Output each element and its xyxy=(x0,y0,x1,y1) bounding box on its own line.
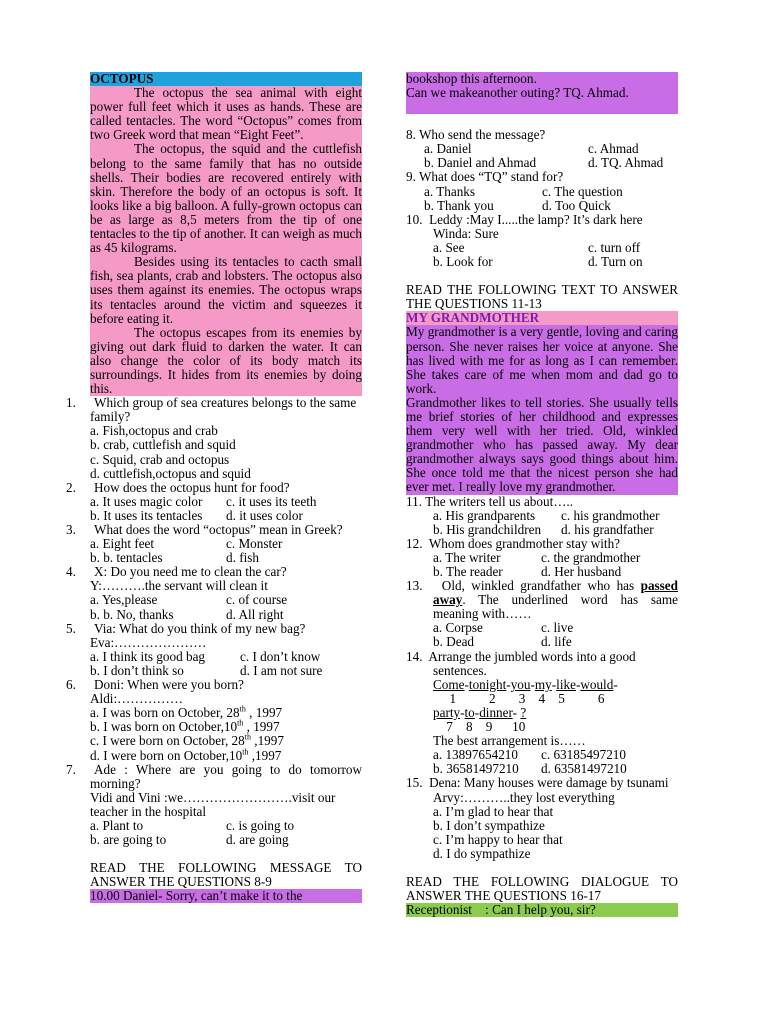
option-a: a. See xyxy=(433,239,465,255)
option-c: c. Squid, crab and octopus xyxy=(90,451,230,467)
question-number: 2. xyxy=(66,479,76,495)
option-b: b. are going to xyxy=(90,832,167,848)
question-line-2: Vidi and Vini :we…………………….visit our teacher in the hospital xyxy=(90,789,336,819)
question-text: Doni: When were you born? xyxy=(94,677,244,693)
option-a: a. Thanks xyxy=(424,183,476,199)
option-c: c. Ahmad xyxy=(588,141,639,157)
question-11 xyxy=(406,495,678,537)
jumbled-numbers-line-2: 7 8 9 10 xyxy=(446,719,526,735)
option-c: c. the grandmother xyxy=(541,549,641,565)
option-a: a. I think its good bag xyxy=(90,648,206,664)
question-1 xyxy=(66,395,362,481)
question-text: How does the octopus hunt for food? xyxy=(94,479,290,495)
option-b: b. I don’t sympathize xyxy=(433,817,545,833)
question-3 xyxy=(66,522,362,566)
option-b: b. It uses its tentacles xyxy=(90,507,203,523)
question-text: X: Do you need me to clean the car? xyxy=(94,564,287,580)
option-d: d. I am not sure xyxy=(240,662,323,678)
octopus-passage xyxy=(90,86,362,396)
message-line-3: Can we makeanother outing? TQ. Ahmad. xyxy=(406,85,629,101)
option-d: d. Her husband xyxy=(541,564,622,579)
question-line-2: Arvy:………..they lost everything xyxy=(433,789,615,805)
question-8 xyxy=(406,128,678,170)
option-d: d. I were born on October,10th ,1997 xyxy=(90,747,282,763)
option-d: d. his grandfather xyxy=(561,521,654,537)
message-continued xyxy=(406,72,678,114)
option-c: c. 63185497210 xyxy=(541,747,626,763)
question-14 xyxy=(406,650,678,777)
question-text: Ade : Where are you going to do tomorrow morning? xyxy=(90,761,362,791)
question-text: Which group of sea creatures belongs to the same family? xyxy=(90,395,357,425)
grandmother-paragraph-2: Grandmother likes to tell stories. She usually tells me brief stories of her childhood and expresses them very well with her tried. Old, winkled grandmother who has passed away. My dear grandmother always says good things about him. She once told me that the nicest person she had ever met. I really love my grandmother. xyxy=(406,394,678,495)
question-text: 11. The writers tell us about….. xyxy=(406,493,574,509)
option-a: a. Corpse xyxy=(433,620,483,636)
option-b: b. Thank you xyxy=(424,197,494,213)
question-line-2: Aldi:…………… xyxy=(90,691,184,707)
question-text: 14. Arrange the jumbled words into a good sentences. xyxy=(406,648,636,678)
question-text: 10. Leddy :May I.....the lamp? It’s dark here xyxy=(406,211,643,227)
grandmother-paragraph-1: My grandmother is a very gentle, loving and caring person. She never raises her voice at anyone. She has lived with me for as long as I can remember. She takes care of me when mom and dad go to work. xyxy=(406,324,678,396)
option-b: b. His grandchildren xyxy=(433,521,542,537)
option-c: c. I don’t know xyxy=(240,648,321,664)
option-b: b. Daniel and Ahmad xyxy=(424,155,537,171)
option-b: b. b. tentacles xyxy=(90,550,163,566)
option-b: b. crab, cuttlefish and squid xyxy=(90,437,236,453)
question-13 xyxy=(406,579,678,649)
option-d: d. TQ. Ahmad xyxy=(588,155,664,171)
question-9 xyxy=(406,170,678,212)
option-c: c. his grandmother xyxy=(561,507,660,523)
option-a: a. Fish,octopus and crab xyxy=(90,423,218,439)
question-text: 13. Old, winkled grandfather who has passed away. The underlined word has same meaning with…… xyxy=(406,578,678,622)
option-a: a. It uses magic color xyxy=(90,493,203,509)
question-10 xyxy=(406,213,678,269)
option-b: b. 36581497210 xyxy=(433,761,519,777)
octopus-paragraph-3: Besides using its tentacles to cacth small fish, sea plants, crab and lobsters. The octopus also uses them against its enemies. The octopus wraps its tentacles around the victim and squeezes it before eating it. xyxy=(90,254,362,326)
option-d: d. life xyxy=(541,634,572,650)
message-line-2: bookshop this afternoon. xyxy=(406,71,537,86)
question-7 xyxy=(66,761,362,848)
left-column xyxy=(66,71,362,904)
best-arrangement: The best arrangement is…… xyxy=(433,733,586,749)
question-text: 9. What does “TQ” stand for? xyxy=(406,169,564,185)
option-b: b. Look for xyxy=(433,254,493,270)
jumbled-words-line-1: Come-tonight-you-my-like-would- xyxy=(433,676,618,692)
option-c: c. The question xyxy=(542,183,623,199)
octopus-paragraph-2: The octopus, the squid and the cuttlefish belong to the same family that has no outside shells. Their bodies are recovered entirely with skin. Therefore the body of an octopus is soft. It looks like a big balloon. A fully-grown octopus can be as large as 8,5 meters from the tip of one tentacles to the tip of another. It can weigh as much as 45 kilograms. xyxy=(90,141,362,256)
option-d: d. 63581497210 xyxy=(541,761,627,777)
octopus-paragraph-1: The octopus the sea animal with eight power full feet which it uses as hands. These are called tentacles. The word “Octopus” comes from two Greek word that mean “Eight Feet”. xyxy=(90,85,362,143)
option-d: d. it uses color xyxy=(226,507,303,523)
question-number: 4. xyxy=(66,564,76,580)
question-number: 3. xyxy=(66,522,76,537)
option-a: a. The writer xyxy=(433,549,501,565)
option-d: d. All right xyxy=(226,606,284,622)
option-a: a. 13897654210 xyxy=(433,747,518,763)
question-6 xyxy=(66,677,362,763)
question-number: 5. xyxy=(66,620,76,636)
option-a: a. Plant to xyxy=(90,817,144,833)
option-c: c. turn off xyxy=(588,239,641,255)
underlined-word: passed away xyxy=(433,578,678,608)
question-12 xyxy=(406,537,678,579)
message-line-1: 10.00 Daniel- Sorry, can’t make it to the xyxy=(90,889,362,903)
option-d: d. Turn on xyxy=(588,254,643,270)
jumbled-words-line-2: party-to-dinner- ? xyxy=(433,704,527,720)
instruction-16-17: READ THE FOLLOWING DIALOGUE TO ANSWER THE QUESTIONS 16-17 xyxy=(406,873,678,904)
question-number: 6. xyxy=(66,677,76,693)
octopus-title: OCTOPUS xyxy=(90,72,362,86)
option-c: c. of course xyxy=(226,592,288,608)
question-text: Via: What do you think of my new bag? xyxy=(94,620,306,636)
question-2 xyxy=(66,479,362,523)
option-a: a. Daniel xyxy=(424,141,472,157)
option-a: a. I was born on October, 28th , 1997 xyxy=(90,704,283,721)
question-text: What does the word “octopus” mean in Greek? xyxy=(94,522,343,537)
option-a: a. His grandparents xyxy=(433,507,536,523)
option-c: c. I’m happy to hear that xyxy=(433,831,563,847)
option-c: c. Monster xyxy=(226,536,283,552)
question-text: 12. Whom does grandmother stay with? xyxy=(406,535,621,551)
question-line-2: Eva:………………… xyxy=(90,634,207,650)
option-b: b. b. No, thanks xyxy=(90,606,174,622)
question-4 xyxy=(66,564,362,622)
question-line-2: Winda: Sure xyxy=(433,225,499,241)
octopus-paragraph-4: The octopus escapes from its enemies by giving out dark fluid to darken the water. It can also change the color of its body match its surroundings. It hides from its enemies by doing this. xyxy=(90,324,362,397)
option-b: b. Dead xyxy=(433,634,475,650)
option-c: c. I were born on October, 28th ,1997 xyxy=(90,733,284,749)
dialogue-receptionist-line: Receptionist : Can I help you, sir? xyxy=(406,903,678,917)
option-c: c. it uses its teeth xyxy=(226,493,317,509)
question-number: 1. xyxy=(66,395,76,411)
option-c: c. is going to xyxy=(226,817,295,833)
option-d: d. cuttlefish,octopus and squid xyxy=(90,465,251,481)
option-b: b. The reader xyxy=(433,564,503,579)
option-a: a. Yes,please xyxy=(90,592,158,608)
option-d: d. fish xyxy=(226,550,259,566)
question-text: 15. Dena: Many houses were damage by tsunami xyxy=(406,775,669,791)
jumbled-numbers-line-1: 1 2 3 4 5 6 xyxy=(449,690,605,706)
grandmother-passage xyxy=(406,325,678,494)
option-d: d. are going xyxy=(226,832,289,848)
instruction-8-9: READ THE FOLLOWING MESSAGE TO ANSWER THE QUESTIONS 8-9 xyxy=(90,860,362,890)
right-column xyxy=(406,72,678,917)
option-a: a. Eight feet xyxy=(90,536,155,552)
question-number: 7. xyxy=(66,761,76,777)
option-d: d. Too Quick xyxy=(542,197,611,213)
grandmother-title: MY GRANDMOTHER xyxy=(406,311,678,325)
option-a: a. I’m glad to hear that xyxy=(433,803,554,819)
question-text: 8. Who send the message? xyxy=(406,127,546,143)
option-b: b. I was born on October,10th , 1997 xyxy=(90,718,280,735)
question-line-2: Y:……….the servant will clean it xyxy=(90,578,268,594)
question-5 xyxy=(66,620,362,678)
question-15 xyxy=(406,776,678,861)
instruction-11-13: READ THE FOLLOWING TEXT TO ANSWER THE QUESTIONS 11-13 xyxy=(406,282,678,312)
option-d: d. I do sympathize xyxy=(433,845,531,861)
option-c: c. live xyxy=(541,620,574,636)
option-b: b. I don’t think so xyxy=(90,662,184,678)
